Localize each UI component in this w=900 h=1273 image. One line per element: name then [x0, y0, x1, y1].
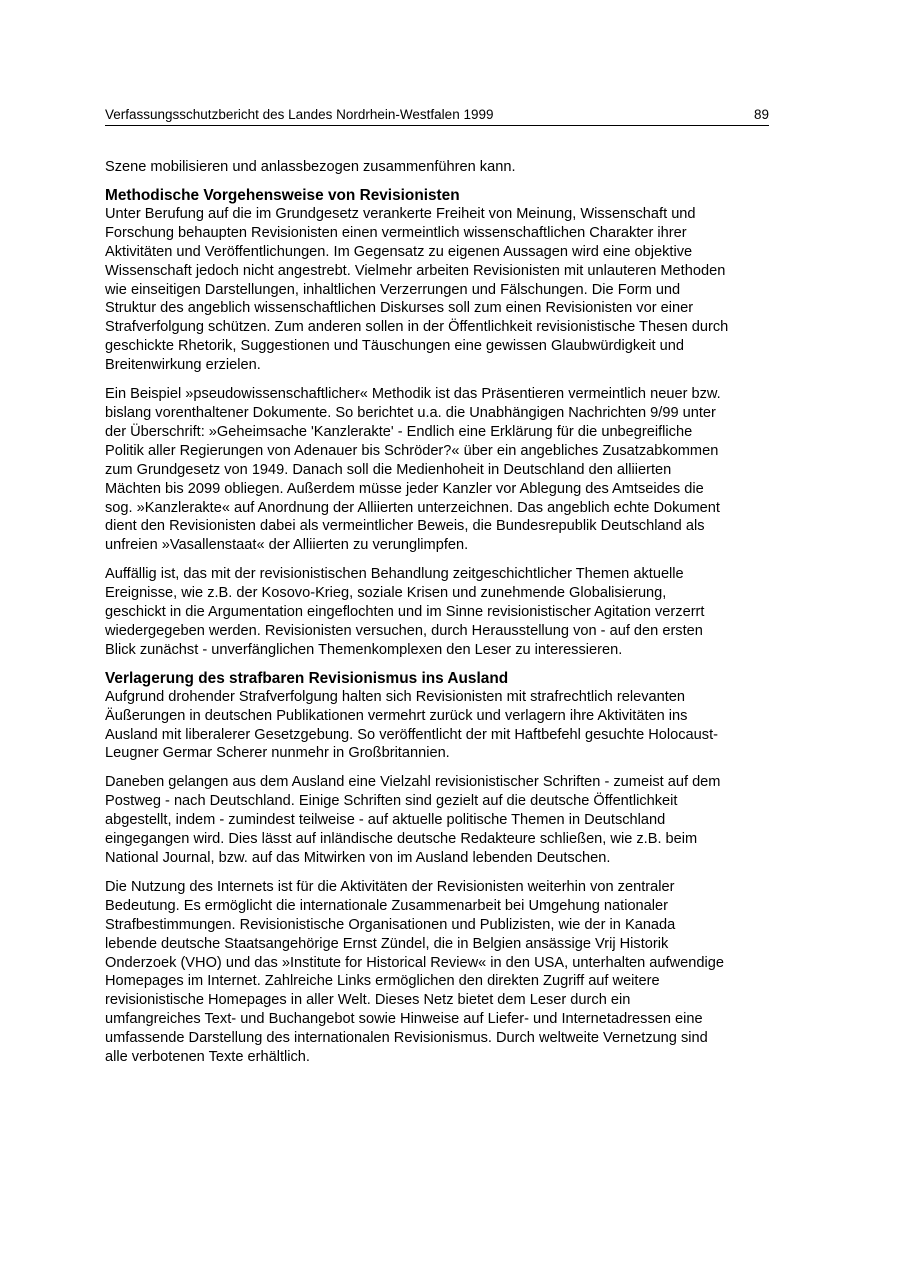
- text-line: geschickte Rhetorik, Suggestionen und Täuschungen eine gewissen Glaubwürdigkeit und: [105, 338, 684, 355]
- text-line: Bedeutung. Es ermöglicht die internationale Zusammenarbeit bei Umgehung nationaler: [105, 897, 669, 914]
- text-line: bislang vorenthaltener Dokumente. So berichtet u.a. die Unabhängigen Nachrichten 9/99 unter: [105, 404, 716, 421]
- text-line: wiedergegeben werden. Revisionisten versuchen, durch Herausstellung von - auf den ersten: [105, 622, 703, 639]
- text-line: Politik aller Regierungen von Adenauer bis Schröder?« über ein angebliches Zusatzabkommen: [105, 442, 719, 459]
- text-line: Breitenwirkung erzielen.: [105, 357, 261, 374]
- text-line: zum Grundgesetz von 1949. Danach soll die Medienhoheit in Deutschland den alliierten: [105, 461, 672, 478]
- text-line: der Überschrift: »Geheimsache 'Kanzlerakte' - Endlich eine Erklärung für die unbegreifliche: [105, 423, 693, 440]
- text-line: Homepages im Internet. Zahlreiche Links ermöglichen den direkten Zugriff auf weitere: [105, 973, 660, 990]
- text-line: Strafverfolgung schützen. Zum anderen sollen in der Öffentlichkeit revisionistische Thesen durch: [105, 319, 729, 336]
- text-line: Ausland mit liberalerer Gesetzgebung. So veröffentlicht der mit Haftbefehl gesuchte Holocaust-: [105, 726, 718, 743]
- text-line: Blick zunächst - unverfänglichen Themenkomplexen den Leser zu interessieren.: [105, 641, 623, 658]
- paragraph: [105, 565, 795, 660]
- text-line: Leugner Germar Scherer nunmehr in Großbritannien.: [105, 745, 450, 762]
- text-line: dient den Revisionisten dabei als vermeintlicher Beweis, die Bundesrepublik Deutschland als: [105, 518, 705, 535]
- text-line: Auffällig ist, das mit der revisionistischen Behandlung zeitgeschichtlicher Themen aktuelle: [105, 566, 684, 583]
- text-line: Ein Beispiel »pseudowissenschaftlicher« Methodik ist das Präsentieren vermeintlich neuer bzw.: [105, 386, 721, 403]
- text-line: wie einseitigen Darstellungen, inhaltlichen Verzerrungen und Fälschungen. Die Form und: [105, 281, 681, 298]
- text-line: sog. »Kanzlerakte« auf Anordnung der Alliierten unterzeichnen. Das angeblich echte Dokument: [105, 499, 720, 516]
- paragraph: [105, 158, 795, 177]
- text-line: Aktivitäten und Veröffentlichungen. Im Gegensatz zu eigenen Aussagen wird eine objektive: [105, 243, 693, 260]
- text-line: unfreien »Vasallenstaat« der Alliierten zu verunglimpfen.: [105, 537, 469, 554]
- paragraph: [105, 878, 795, 1067]
- header-title: Verfassungsschutzbericht des Landes Nordrhein-Westfalen 1999: [105, 107, 494, 122]
- text-line: revisionistische Homepages in aller Welt. Dieses Netz bietet dem Leser durch ein: [105, 992, 631, 1009]
- paragraph: [105, 773, 795, 868]
- paragraph: [105, 385, 795, 555]
- section-heading: Verlagerung des strafbaren Revisionismus ins Ausland: [105, 669, 509, 687]
- text-line: Äußerungen in deutschen Publikationen vermehrt zurück und verlagern ihre Aktivitäten ins: [105, 707, 688, 724]
- text-line: Unter Berufung auf die im Grundgesetz verankerte Freiheit von Meinung, Wissenschaft und: [105, 205, 696, 222]
- text-line: Daneben gelangen aus dem Ausland eine Vielzahl revisionistischer Schriften - zumeist auf dem: [105, 774, 721, 791]
- text-line: eingegangen wird. Dies lässt auf inländische deutsche Redakteure schließen, wie z.B. beim: [105, 831, 698, 848]
- text-line: umfangreiches Text- und Buchangebot sowie Hinweise auf Liefer- und Internetadressen eine: [105, 1011, 703, 1028]
- text-line: Forschung behaupten Revisionisten einen vermeintlich wissenschaftlichen Charakter ihrer: [105, 224, 687, 241]
- text-line: Szene mobilisieren und anlassbezogen zusammenführen kann.: [105, 159, 516, 175]
- text-line: lebende deutsche Staatsangehörige Ernst Zündel, die in Belgien ansässige Vrij Historik: [105, 935, 669, 952]
- page-header: [105, 107, 769, 126]
- text-line: Mächten bis 2099 obliegen. Außerdem müsse jeder Kanzler vor Ablegung des Amtseides die: [105, 480, 704, 497]
- page-content: [105, 158, 795, 1067]
- text-line: abgestellt, indem - zumindest teilweise - auf aktuelle politische Themen in Deutschland: [105, 812, 666, 829]
- text-line: umfassende Darstellung des internationalen Revisionismus. Durch weltweite Vernetzung sind: [105, 1030, 708, 1047]
- paragraph: [105, 688, 795, 764]
- text-line: Wissenschaft jedoch nicht angestrebt. Vielmehr arbeiten Revisionisten mit unlauteren Methoden: [105, 262, 726, 279]
- text-line: Ereignisse, wie z.B. der Kosovo-Krieg, soziale Krisen und zunehmende Globalisierung,: [105, 585, 667, 602]
- text-line: Aufgrund drohender Strafverfolgung halten sich Revisionisten mit strafrechtlich relevanten: [105, 688, 686, 705]
- text-line: Struktur des angeblich wissenschaftlichen Diskurses soll zum einen Revisionisten vor einer: [105, 300, 694, 317]
- text-line: Strafbestimmungen. Revisionistische Organisationen und Publizisten, wie der in Kanada: [105, 916, 676, 933]
- paragraph: [105, 205, 795, 375]
- text-line: Die Nutzung des Internets ist für die Aktivitäten der Revisionisten weiterhin von zentraler: [105, 878, 675, 895]
- text-line: Postweg - nach Deutschland. Einige Schriften sind gezielt auf die deutsche Öffentlichkeit: [105, 793, 678, 810]
- section-heading: Methodische Vorgehensweise von Revisionisten: [105, 186, 460, 204]
- text-line: alle verbotenen Texte erhältlich.: [105, 1049, 310, 1066]
- page-number: 89: [753, 107, 769, 122]
- text-line: geschickt in die Argumentation eingeflochten und im Sinne revisionistischer Agitation verzerrt: [105, 604, 705, 621]
- text-line: Onderzoek (VHO) und das »Institute for Historical Review« in den USA, unterhalten aufwendige: [105, 954, 724, 971]
- text-line: National Journal, bzw. auf das Mitwirken von im Ausland lebenden Deutschen.: [105, 850, 611, 866]
